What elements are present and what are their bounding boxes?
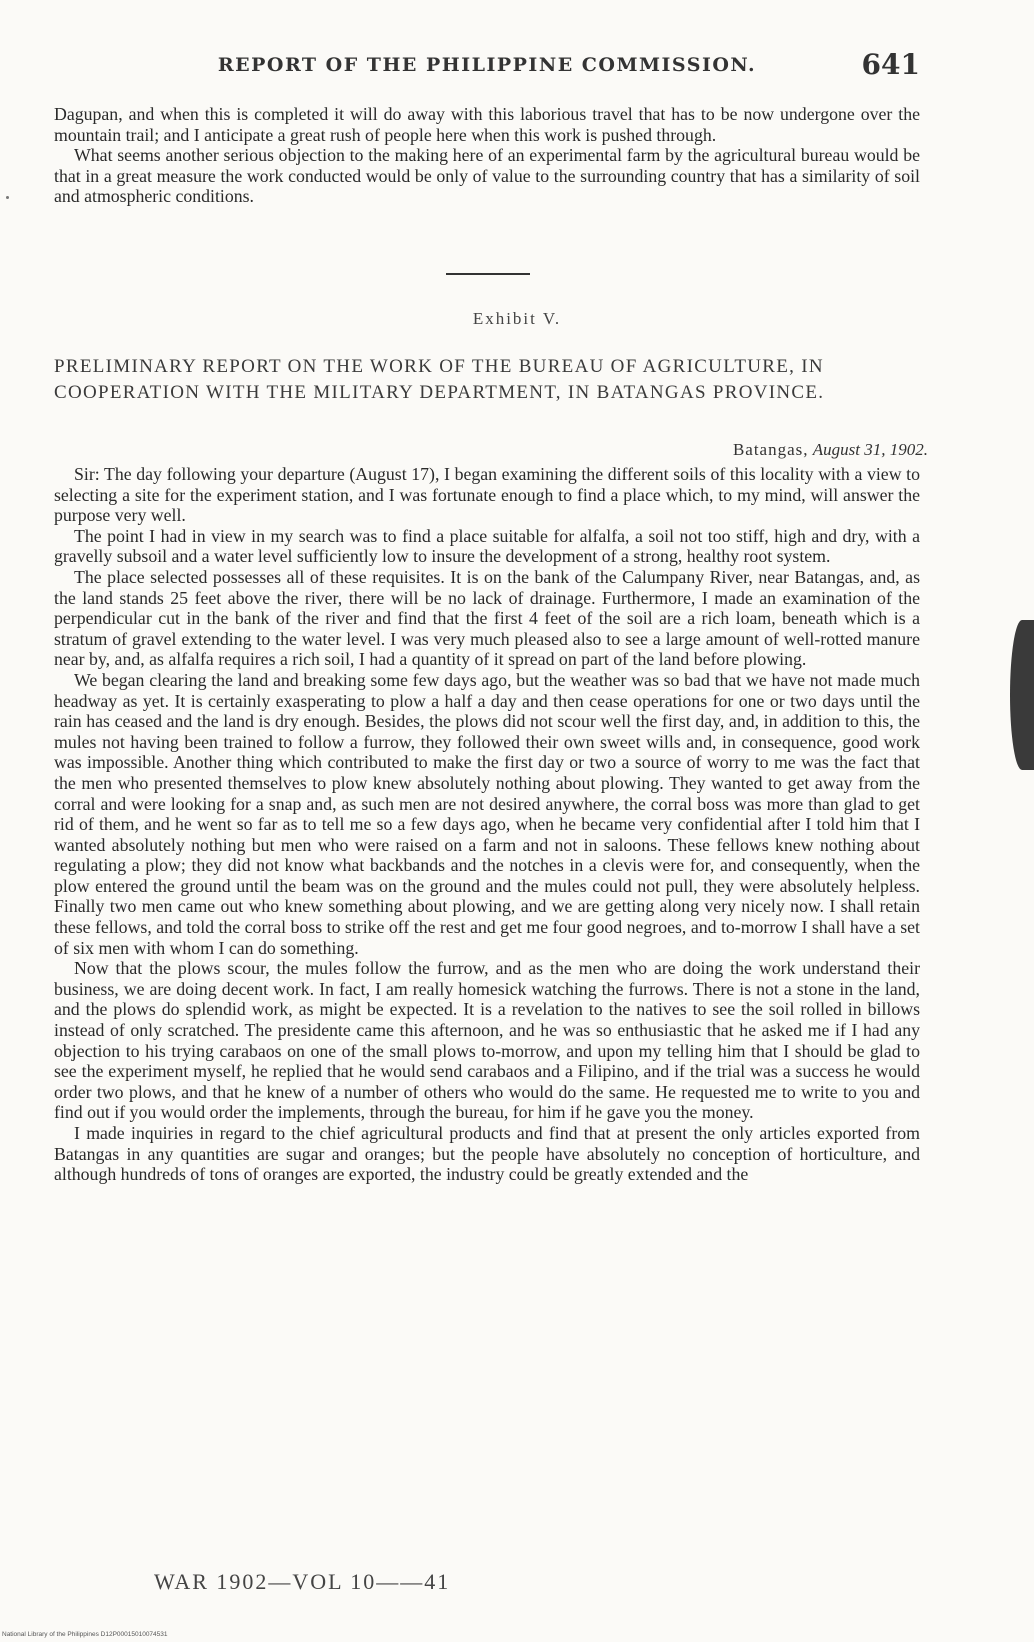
paper-speck	[6, 196, 9, 199]
signature-line: WAR 1902—VOL 10——41	[154, 1569, 451, 1594]
paragraph: What seems another serious objection to the making here of an experimental farm by the agricultural bureau would be that in a great measure the work conducted would be only of value to the surrounding country that has a similarity of soil and atmospheric conditions.	[54, 145, 920, 207]
running-head-title: REPORT OF THE PHILIPPINE COMMISSION.	[217, 54, 757, 76]
page-number: 641	[861, 48, 920, 81]
section-divider	[446, 273, 530, 275]
section-title: PRELIMINARY REPORT ON THE WORK OF THE BUREAU OF AGRICULTURE, IN COOPERATION WITH THE MILITARY DEPARTMENT, IN BATANGAS PROVINCE.	[54, 356, 825, 403]
paragraph: I made inquiries in regard to the chief agricultural products and find that at present the only articles exported from Batangas in any quantities are sugar and oranges; but the people have absolutely no conception of horticulture, and although hundreds of tons of oranges are exported, the industry could be greatly extended and the	[54, 1123, 920, 1185]
dateline-place: Batangas,	[732, 440, 809, 459]
paragraph: Now that the plows scour, the mules follow the furrow, and as the men who are doing the work understand their business, we are doing decent work. In fact, I am really homesick watching the furrows. There is not a stone in the land, and the plows do splendid work, as might be expected. It is a revelation to the natives to see the soil rolled in billows instead of only scratched. The presidente came this afternoon, and he was so enthusiastic that he asked me if I had any objection to his trying carabaos on one of the small plows to-morrow, and upon my telling him that I should be glad to see the experiment myself, he replied that he would send carabaos and a Filipino, and if the trial was a success he would order two plows, and that he knew of a number of others who would do the same. He requested me to write to you and find out if you would order the implements, through the bureau, for him if he gave you the money.	[54, 958, 920, 1123]
archive-stamp: National Library of the Philippines D12P00015010074531	[2, 1631, 168, 1638]
paragraph: The place selected possesses all of these requisites. It is on the bank of the Calumpany River, near Batangas, and, as the land stands 25 feet above the river, there will be no lack of drainage. Furthermore, I made an examination of the perpendicular cut in the bank of the river and find that the first 4 feet of the soil are a rich loam, beneath which is a stratum of gravel extending to the water level. I was very much pleased also to see a large amount of well-rotted manure near by, and, as alfalfa requires a rich soil, I had a quantity of it spread on part of the land before plowing.	[54, 566, 920, 670]
paragraph: The point I had in view in my search was to find a place suitable for alfalfa, a soil not too stiff, high and dry, with a gravelly subsoil and a water level sufficiently low to insure the development of a strong, healthy root system.	[54, 525, 920, 567]
running-head	[54, 48, 920, 82]
paragraph: Sir: The day following your departure (August 17), I began examining the different soils of this locality with a view to selecting a site for the experiment station, and I was fortunate enough to find a place which, to my mind, will answer the purpose very well.	[54, 464, 920, 526]
paragraph: Dagupan, and when this is completed it will do away with this laborious travel that has to be now undergone over the mountain trail; and I anticipate a great rush of people here when this work is pushed through.	[54, 104, 920, 145]
letter-body	[54, 464, 920, 1185]
top-paragraphs	[54, 104, 920, 207]
paragraph: We began clearing the land and breaking some few days ago, but the weather was so bad that we have not made much headway as yet. It is certainly exasperating to plow a half a day and then cease operations for one or two days until the rain has ceased and the land is dry enough. Besides, the plows did not scour well the first day, and, in addition to this, the mules not having been trained to follow a furrow, they followed their own sweet wills and, in consequence, good work was impossible. Another thing which contributed to make the first day or two a source of worry to me was the fact that the men who presented themselves to plow knew absolutely nothing about plowing. They wanted to get away from the corral and were looking for a snap and, as such men are not desired anywhere, the corral boss was more than glad to get rid of them, and he went so far as to tell me so a few days ago, when he became very confidential after I told him that I wanted absolutely nothing but men who were raised on a farm and not in saloons. These fellows knew nothing about regulating a plow; they did not know what backbands and the notches in a clevis were for, and consequently, when the plow entered the ground until the beam was on the ground and the mules could not pull, they were absolutely helpless. Finally two men came out who knew something about plowing, and we are getting along very nicely now. I shall retain these fellows, and told the corral boss to strike off the rest and get me four good negroes, and to-morrow I shall have a set of six men with whom I can do something.	[54, 669, 920, 958]
page-edge-shadow	[1010, 620, 1034, 770]
dateline	[733, 440, 928, 460]
dateline-date: August 31, 1902.	[812, 440, 928, 459]
exhibit-heading: Exhibit V.	[472, 309, 562, 328]
